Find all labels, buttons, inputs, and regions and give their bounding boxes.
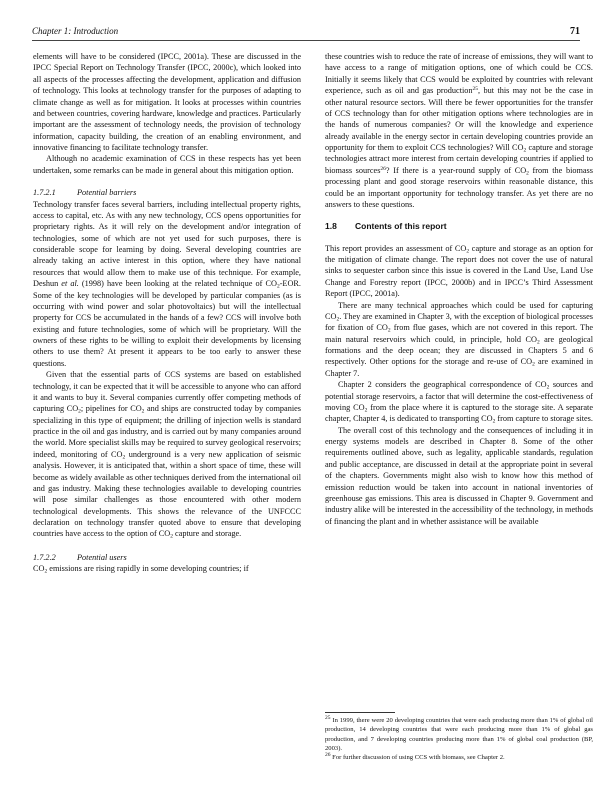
footnotes [325, 716, 593, 762]
paragraph: Although no academic examination of CCS in these respects has yet been undertaken, some remarks can be made in general about this mitigation option. [33, 154, 301, 175]
subsection-heading-potential-users [33, 552, 301, 563]
subsection-title: Potential users [77, 552, 127, 562]
paragraph: Technology transfer faces several barriers, including intellectual property rights, access to capital, etc. As with any new technology, CCS opens opportunities for proprietary rights. As it will rely on the development and/or integration of technologies, some of which are not yet used for such purposes, there is considerable scope for learning by doing. Several developing countries are already taking an active interest in this option, where they have national resources that would allow them to make use of this technique. For example, Deshun et al. (1998) have been looking at the related technique of $CO_2$-EOR. Some of the key technologies will be developed by particular companies (as is occurring with wind power and solar photovoltaics) but will the intellectual property for CCS be accumulated in the hands of a few? CCS will involve both existing and future technologies, some of which will be proprietary. Will the owners of these rights to be willing to exploit their developments by licensing others to use them? At present it appears to be too early to answer these questions. [33, 199, 301, 368]
footnote-25: $^{25}$ In 1999, there were 20 developing countries that were each producing more than 1% of global oil production, 14 developing countries that were each producing more than 1% of global gas production, and 7 developing countries producing more than 1% of global coal production (BP, 2003). [325, 715, 593, 752]
paragraph: elements will have to be considered (IPCC, 2001a). These are discussed in the IPCC Special Report on Technology Transfer (IPCC, 2000c), which looked into all aspects of the processes affecting the development, application and diffusion of technology. This looks at technology transfer for the purposes of adapting to climate change as well as for mitigation. It looks at processes within countries and between countries, covering hardware, knowledge and practices. Particularly important are the assessment of technology needs, the provision of technology information, capacity building, the creation of an enabling environment, and innovative financing to facilitate technology transfer. [33, 52, 301, 152]
left-column [33, 51, 301, 575]
right-column [325, 51, 593, 527]
section-heading-contents [325, 221, 593, 232]
paragraph: Chapter 2 considers the geographical correspondence of $CO_2$ sources and potential storage reservoirs, a factor that will determine the cost-effectiveness of moving $CO_2$ from the place where it is captured to the storage site. A separate chapter, Chapter 4, is dedicated to transporting $CO_2$ from capture to storage sites. [325, 380, 594, 425]
paragraph: The overall cost of this technology and the consequences of including it in energy systems models are described in Chapter 8. Some of the other requirements outlined above, such as legality, applicable standards, regulation and public acceptance, are discussed in detail at the appropriate point in several of the chapters. Governments might also wish to know how this method of emission reduction would be taken into account in national inventories of greenhouse gas emissions. This area is discussed in Chapter 9. Government and industry alike will be interested in the accessibility of the technology, in methods of financing the plant and in whether assistance will be available [325, 425, 593, 526]
section-number: 1.8 [325, 221, 337, 232]
page-number: 71 [570, 26, 580, 37]
paragraph: these countries wish to reduce the rate of increase of emissions, they will want to have access to a range of mitigation options, one of which could be CCS. Initially it seems likely that CCS would be exploited by countries with relevant experience, such as oil and gas production$^{25}$, but this may not be the case in other natural resource sectors. Will there be fewer opportunities for the transfer of CCS technology than for other mitigation options where technologies are in the hands of numerous companies? Or will the knowledge and experience already available in the energy sector in certain developing countries provide an opportunity for them to exploit CCS technologies? Will $CO_2$ capture and storage technologies attract more interest from certain developing countries if applied to biomass sources$^{26}$? If there is a year-round supply of $CO_2$ from the biomass processing plant and good storage reservoirs within reasonable distance, this could be an important opportunity for technology transfer. As yet there are no answers to these questions. [325, 52, 593, 209]
paragraph: This report provides an assessment of $CO_2$ capture and storage as an option for the mitigation of climate change. The report does not cover the use of natural sinks to sequester carbon since this issue is covered in the Land Use, Land Use Change and Forestry report (IPCC, 2000b) and in IPCC’s Third Assessment Report (IPCC, 2001a). [325, 243, 594, 299]
running-head [32, 26, 580, 41]
subsection-number: 1.7.2.1 [33, 188, 56, 198]
subsection-heading-potential-barriers [33, 187, 301, 198]
paragraph: Given that the essential parts of CCS systems are based on established technology, it can be expected that it will be accessible to anyone who can afford it and wants to buy it. Several companies currently offer competing methods of capturing $CO_2$; pipelines for $CO_2$ and ships are constructed today by companies specializing in this type of equipment; the drilling of injection wells is standard practice in the oil and gas industry, and is carried out by many companies around the world. More specialist skills may be required to survey geological reservoirs; indeed, monitoring of $CO_2$ underground is a very new application of seismic analysis. However, it is anticipated that, within a short space of time, these will become as widely available as other techniques derived from the international oil and gas industry. Making these technologies available to developing countries will pose similar challenges as those encountered with other modern technological developments. This shows the relevance of the UNFCCC declaration on technology transfer quoted above to ensure that developing countries have access to the option of $CO_2$ capture and storage. [33, 370, 301, 540]
chapter-title: Chapter 1: Introduction [32, 26, 119, 36]
subsection-number: 1.7.2.2 [33, 552, 56, 562]
paragraph: $CO_2$ emissions are rising rapidly in some developing countries; if [33, 564, 249, 575]
footnote-ref-26: 26 [380, 165, 386, 172]
footnote-ref-25: 25 [472, 86, 479, 93]
section-title: Contents of this report [355, 221, 447, 232]
footnote-26: $^{26}$ For further discussion of using CCS with biomass, see Chapter 2. [325, 752, 505, 762]
subsection-title: Potential barriers [77, 188, 137, 198]
paragraph: There are many technical approaches which could be used for capturing $CO_2$. They are examined in Chapter 3, with the exception of biological processes for fixation of $CO_2$ from flue gases, which are not covered in this report. The main natural reservoirs which could, in principle, hold $CO_2$ are geological formations and the deep ocean; they are discussed in Chapters 5 and 6 respectively. Other options for the storage and re-use of $CO_2$ are examined in Chapter 7. [325, 300, 593, 378]
footnote-rule [325, 712, 395, 713]
